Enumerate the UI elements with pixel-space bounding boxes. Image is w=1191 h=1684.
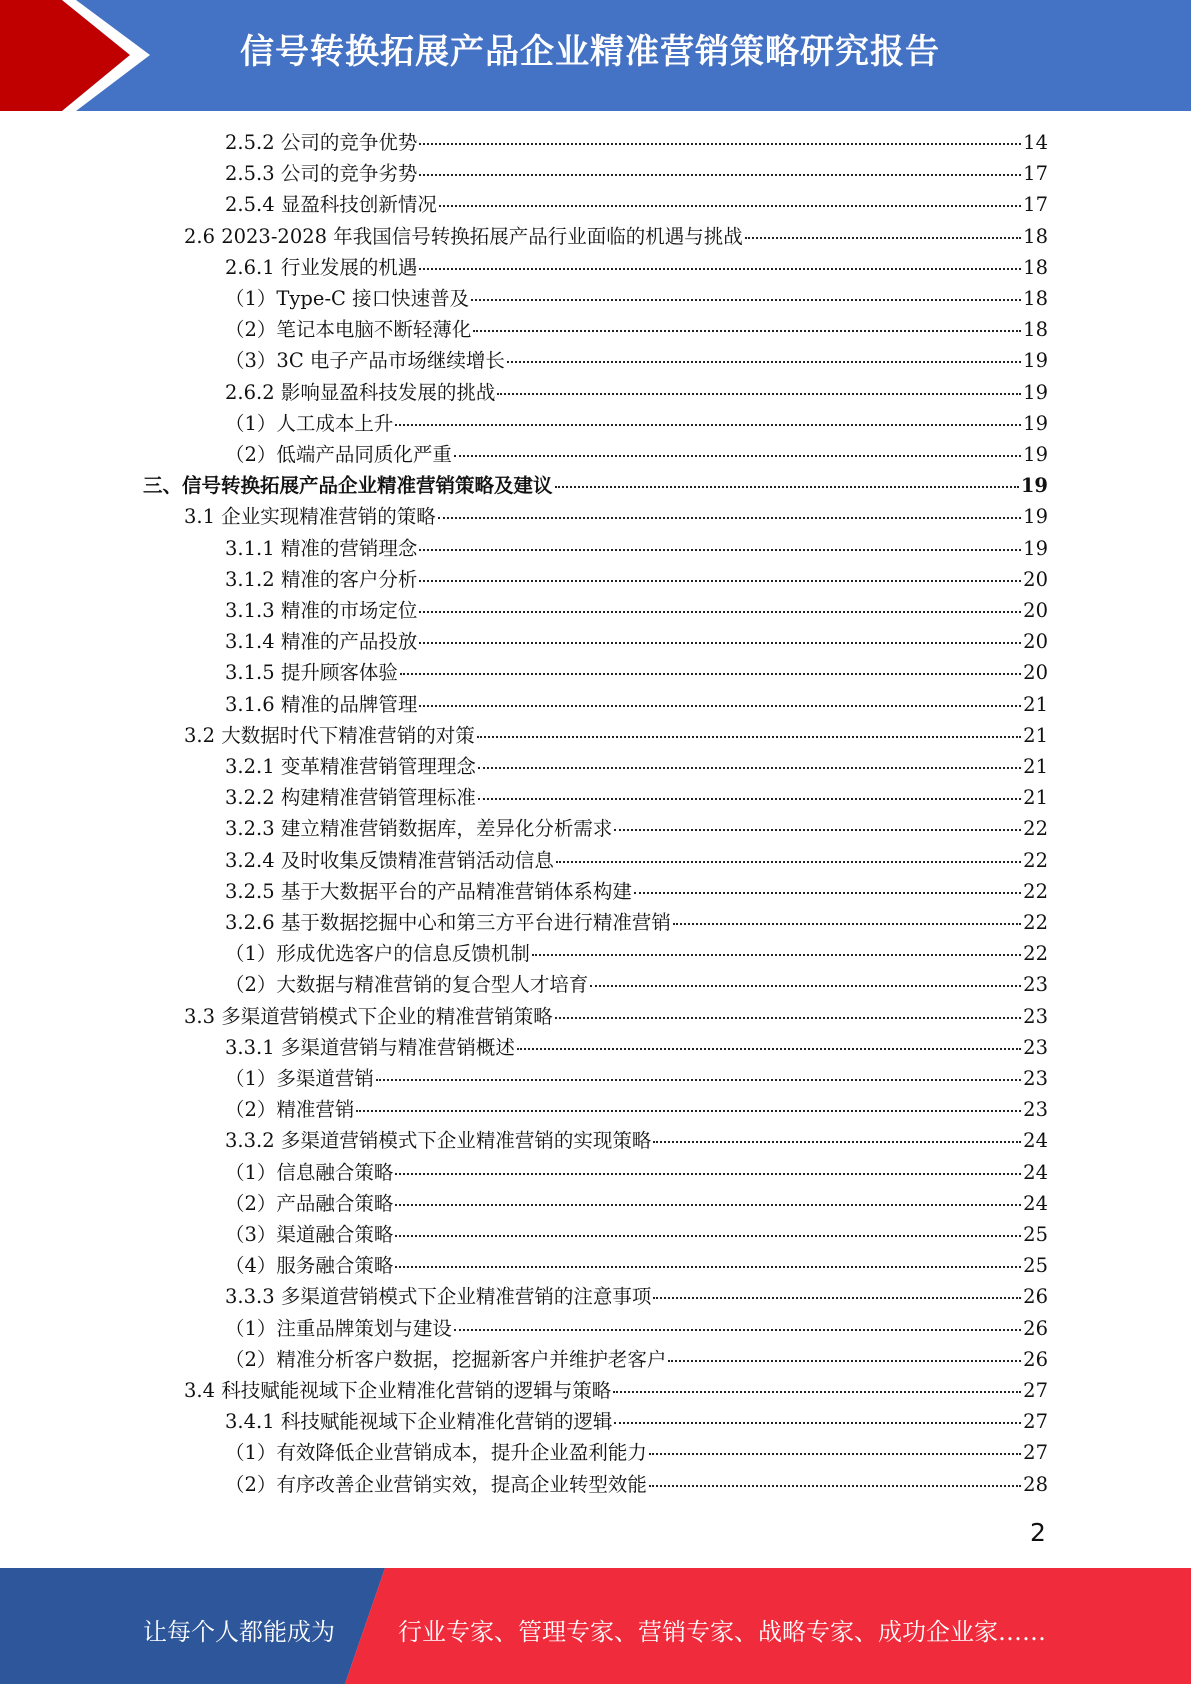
toc-entry-title: （1）信息融合策略 <box>225 1160 394 1184</box>
toc-entry-title: 3.4.1 科技赋能视域下企业精准化营销的逻辑 <box>225 1410 613 1434</box>
toc-dot-leader <box>454 1328 1021 1331</box>
toc-entry[interactable] <box>225 1157 1048 1188</box>
toc-entry-page: 20 <box>1023 599 1048 622</box>
toc-entry-page: 19 <box>1023 380 1048 404</box>
toc-entry-title: 3.1.4 精准的产品投放 <box>225 630 418 654</box>
toc-dot-leader <box>439 204 1021 207</box>
toc-dot-leader <box>419 548 1021 551</box>
toc-dot-leader <box>419 267 1021 270</box>
toc-entry[interactable] <box>225 189 1048 220</box>
toc-entry[interactable] <box>225 1094 1048 1125</box>
toc-entry[interactable] <box>143 470 1048 501</box>
toc-entry[interactable] <box>225 127 1048 158</box>
toc-entry[interactable] <box>225 657 1048 688</box>
toc-entry-page: 24 <box>1023 1129 1048 1153</box>
toc-dot-leader <box>497 392 1021 395</box>
toc-entry[interactable] <box>225 158 1048 189</box>
toc-entry-title: （3）3C 电子产品市场继续增长 <box>225 349 505 373</box>
toc-entry[interactable] <box>225 1406 1048 1437</box>
toc-dot-leader <box>376 1078 1021 1081</box>
toc-entry-page: 23 <box>1023 1067 1048 1090</box>
toc-entry[interactable] <box>225 689 1048 720</box>
toc-entry-page: 18 <box>1023 318 1048 342</box>
toc-dot-leader <box>395 1265 1021 1268</box>
toc-entry-title: 3.2.3 建立精准营销数据库，差异化分析需求 <box>225 817 613 841</box>
toc-dot-leader <box>454 454 1021 457</box>
toc-entry[interactable] <box>225 813 1048 844</box>
toc-entry-title: 3.1.3 精准的市场定位 <box>225 599 418 622</box>
toc-entry-page: 22 <box>1023 879 1048 903</box>
toc-entry-page: 21 <box>1023 692 1048 716</box>
toc-entry-page: 26 <box>1023 1285 1048 1309</box>
toc-entry-title: （1）有效降低企业营销成本，提升企业盈利能力 <box>225 1441 647 1465</box>
toc-entry-page: 27 <box>1023 1379 1048 1402</box>
toc-entry-page: 23 <box>1023 1098 1048 1122</box>
toc-entry-title: 3.2.6 基于数据挖掘中心和第三方平台进行精准营销 <box>225 911 671 934</box>
toc-entry-title: （2）精准营销 <box>225 1098 355 1122</box>
toc-entry-title: （3）渠道融合策略 <box>225 1223 394 1246</box>
toc-entry-page: 14 <box>1023 131 1048 154</box>
toc-entry-title: 3.3.3 多渠道营销模式下企业精准营销的注意事项 <box>225 1285 652 1309</box>
toc-entry-page: 18 <box>1023 224 1048 248</box>
toc-entry-page: 20 <box>1023 630 1048 654</box>
toc-entry-page: 19 <box>1023 536 1048 560</box>
toc-entry[interactable] <box>225 938 1048 969</box>
toc-entry-title: 3.2.1 变革精准营销管理理念 <box>225 755 476 778</box>
toc-entry[interactable] <box>225 1063 1048 1094</box>
toc-entry-page: 21 <box>1023 723 1048 747</box>
toc-entry-title: （1）形成优选客户的信息反馈机制 <box>225 942 530 966</box>
toc-entry-page: 25 <box>1023 1223 1048 1246</box>
toc-entry-title: 2.5.2 公司的竞争优势 <box>225 131 418 154</box>
toc-entry-title: 3.1.6 精准的品牌管理 <box>225 692 418 716</box>
toc-entry[interactable] <box>225 1469 1048 1500</box>
toc-entry-page: 27 <box>1023 1410 1048 1434</box>
toc-dot-leader <box>555 485 1019 488</box>
toc-entry-title: 3.1 企业实现精准营销的策略 <box>184 505 436 529</box>
toc-dot-leader <box>507 360 1021 363</box>
toc-entry[interactable] <box>225 1344 1048 1375</box>
toc-dot-leader <box>395 1203 1021 1206</box>
toc-entry-title: （1）多渠道营销 <box>225 1067 374 1090</box>
toc-entry-title: （2）有序改善企业营销实效，提高企业转型效能 <box>225 1472 647 1496</box>
toc-entry[interactable] <box>225 408 1048 439</box>
toc-entry-title: （2）精准分析客户数据，挖掘新客户并维护老客户 <box>225 1347 667 1371</box>
toc-entry-title: （2）大数据与精准营销的复合型人才培育 <box>225 973 589 997</box>
toc-entry[interactable] <box>225 1032 1048 1063</box>
toc-entry-title: 2.6.2 影响显盈科技发展的挑战 <box>225 380 496 404</box>
toc-entry[interactable] <box>225 1188 1048 1219</box>
toc-entry-title: （1）Type-C 接口快速普及 <box>225 287 470 310</box>
toc-entry[interactable] <box>225 1219 1048 1250</box>
toc-dot-leader <box>400 672 1021 675</box>
toc-entry-title: 2.6 2023-2028 年我国信号转换拓展产品行业面临的机遇与挑战 <box>184 224 743 248</box>
toc-entry[interactable] <box>184 1375 1048 1406</box>
toc-dot-leader <box>473 329 1021 332</box>
toc-entry[interactable] <box>225 1281 1048 1312</box>
toc-entry[interactable] <box>184 221 1048 252</box>
toc-entry-title: 3.2 大数据时代下精准营销的对策 <box>184 723 475 747</box>
toc-entry[interactable] <box>225 626 1048 657</box>
toc-entry[interactable] <box>225 252 1048 283</box>
toc-dot-leader <box>653 1140 1021 1143</box>
toc-entry[interactable] <box>225 969 1048 1000</box>
toc-entry[interactable] <box>225 564 1048 595</box>
toc-dot-leader <box>419 173 1021 176</box>
toc-entry-title: 3.2.2 构建精准营销管理标准 <box>225 786 476 810</box>
toc-entry[interactable] <box>225 377 1048 408</box>
toc-entry-title: （4）服务融合策略 <box>225 1254 394 1278</box>
toc-dot-leader <box>556 860 1021 863</box>
toc-dot-leader <box>634 891 1021 894</box>
toc-entry-page: 20 <box>1023 661 1048 685</box>
page-header <box>0 0 1191 111</box>
toc-dot-leader <box>419 641 1021 644</box>
page-number: 2 <box>1030 1518 1046 1547</box>
toc-entry-title: 3.3 多渠道营销模式下企业的精准营销策略 <box>184 1004 553 1028</box>
toc-entry[interactable] <box>225 907 1048 938</box>
toc-dot-leader <box>395 1172 1021 1175</box>
toc-entry-title: 3.1.2 精准的客户分析 <box>225 567 418 591</box>
toc-entry[interactable] <box>225 283 1048 314</box>
toc-entry-page: 23 <box>1023 1035 1048 1059</box>
toc-entry[interactable] <box>225 345 1048 376</box>
toc-entry-page: 20 <box>1023 567 1048 591</box>
toc-entry-page: 23 <box>1023 1004 1048 1028</box>
toc-entry-page: 22 <box>1023 942 1048 966</box>
toc-entry-page: 17 <box>1023 193 1048 217</box>
toc-dot-leader <box>356 1109 1021 1112</box>
toc-entry-page: 25 <box>1023 1254 1048 1278</box>
footer-slogan-right: 行业专家、管理专家、营销专家、战略专家、成功企业家…… <box>398 1618 1046 1646</box>
toc-entry[interactable] <box>225 845 1048 876</box>
toc-entry-title: （1）人工成本上升 <box>225 411 394 435</box>
toc-dot-leader <box>438 516 1021 519</box>
toc-entry-page: 19 <box>1020 474 1048 498</box>
toc-dot-leader <box>395 1234 1021 1237</box>
toc-entry[interactable] <box>225 876 1048 907</box>
toc-entry-page: 26 <box>1023 1316 1048 1340</box>
toc-entry-page: 19 <box>1023 505 1048 529</box>
toc-entry-title: 3.4 科技赋能视域下企业精准化营销的逻辑与策略 <box>184 1379 612 1402</box>
toc-entry[interactable] <box>225 782 1048 813</box>
toc-entry-page: 19 <box>1023 411 1048 435</box>
toc-entry-page: 26 <box>1023 1347 1048 1371</box>
toc-entry-title: （2）产品融合策略 <box>225 1191 394 1215</box>
toc-entry-page: 24 <box>1023 1191 1048 1215</box>
toc-entry-page: 22 <box>1023 911 1048 934</box>
toc-dot-leader <box>477 735 1021 738</box>
toc-entry[interactable] <box>225 751 1048 782</box>
toc-dot-leader <box>395 423 1021 426</box>
toc-entry-title: （2）低端产品同质化严重 <box>225 443 452 466</box>
toc-entry-page: 28 <box>1023 1472 1048 1496</box>
toc-entry[interactable] <box>225 533 1048 564</box>
toc-entry-page: 23 <box>1023 973 1048 997</box>
toc-entry[interactable] <box>225 1250 1048 1281</box>
toc-entry-page: 19 <box>1023 349 1048 373</box>
toc-entry-title: 2.5.4 显盈科技创新情况 <box>225 193 437 217</box>
toc-entry-page: 22 <box>1023 817 1048 841</box>
toc-entry-page: 19 <box>1023 443 1048 466</box>
toc-entry-page: 21 <box>1023 786 1048 810</box>
toc-dot-leader <box>419 579 1021 582</box>
toc-entry-page: 21 <box>1023 755 1048 778</box>
toc-dot-leader <box>653 1296 1021 1299</box>
toc-entry-title: 3.1.1 精准的营销理念 <box>225 536 418 560</box>
toc-entry[interactable] <box>225 595 1048 626</box>
toc-entry-title: 三、信号转换拓展产品企业精准营销策略及建议 <box>143 474 553 498</box>
toc-entry-title: （1）注重品牌策划与建设 <box>225 1316 452 1340</box>
toc-entry-title: （2）笔记本电脑不断轻薄化 <box>225 318 472 342</box>
toc-dot-leader <box>419 610 1021 613</box>
toc-entry[interactable] <box>184 501 1048 532</box>
toc-entry-title: 3.3.2 多渠道营销模式下企业精准营销的实现策略 <box>225 1129 652 1153</box>
toc-dot-leader <box>613 1390 1021 1393</box>
toc-dot-leader <box>517 1047 1021 1050</box>
toc-entry-page: 18 <box>1023 287 1048 310</box>
toc-entry-title: 2.5.3 公司的竞争劣势 <box>225 162 418 186</box>
toc-dot-leader <box>471 298 1021 301</box>
toc-dot-leader <box>419 704 1021 707</box>
toc-entry-page: 18 <box>1023 255 1048 279</box>
toc-entry-title: 2.6.1 行业发展的机遇 <box>225 255 418 279</box>
toc-dot-leader <box>478 766 1021 769</box>
toc-entry-page: 17 <box>1023 162 1048 186</box>
toc-dot-leader <box>673 922 1021 925</box>
toc-dot-leader <box>419 142 1021 145</box>
toc-entry[interactable] <box>225 314 1048 345</box>
toc-dot-leader <box>649 1484 1021 1487</box>
toc-entry-page: 22 <box>1023 848 1048 872</box>
toc-entry-page: 27 <box>1023 1441 1048 1465</box>
toc-dot-leader <box>668 1359 1021 1362</box>
toc-dot-leader <box>745 236 1021 239</box>
toc-entry-title: 3.2.4 及时收集反馈精准营销活动信息 <box>225 848 554 872</box>
toc-entry-title: 3.1.5 提升顾客体验 <box>225 661 398 685</box>
page-footer <box>0 1568 1191 1684</box>
toc-dot-leader <box>555 1016 1021 1019</box>
toc-entry[interactable] <box>184 1001 1048 1032</box>
toc-entry-title: 3.2.5 基于大数据平台的产品精准营销体系构建 <box>225 879 632 903</box>
toc-entry[interactable] <box>225 439 1048 470</box>
toc-dot-leader <box>649 1452 1021 1455</box>
toc-entry[interactable] <box>184 720 1048 751</box>
toc-dot-leader <box>590 984 1021 987</box>
toc-entry[interactable] <box>225 1313 1048 1344</box>
toc-entry[interactable] <box>225 1125 1048 1156</box>
footer-slogan-left: 让每个人都能成为 <box>143 1618 335 1646</box>
toc-entry-title: 3.3.1 多渠道营销与精准营销概述 <box>225 1035 515 1059</box>
toc-dot-leader <box>614 828 1021 831</box>
toc-entry[interactable] <box>225 1437 1048 1468</box>
toc-dot-leader <box>532 953 1021 956</box>
toc-dot-leader <box>478 797 1021 800</box>
report-title: 信号转换拓展产品企业精准营销策略研究报告 <box>240 32 940 72</box>
toc-entry-page: 24 <box>1023 1160 1048 1184</box>
toc-dot-leader <box>614 1421 1021 1424</box>
